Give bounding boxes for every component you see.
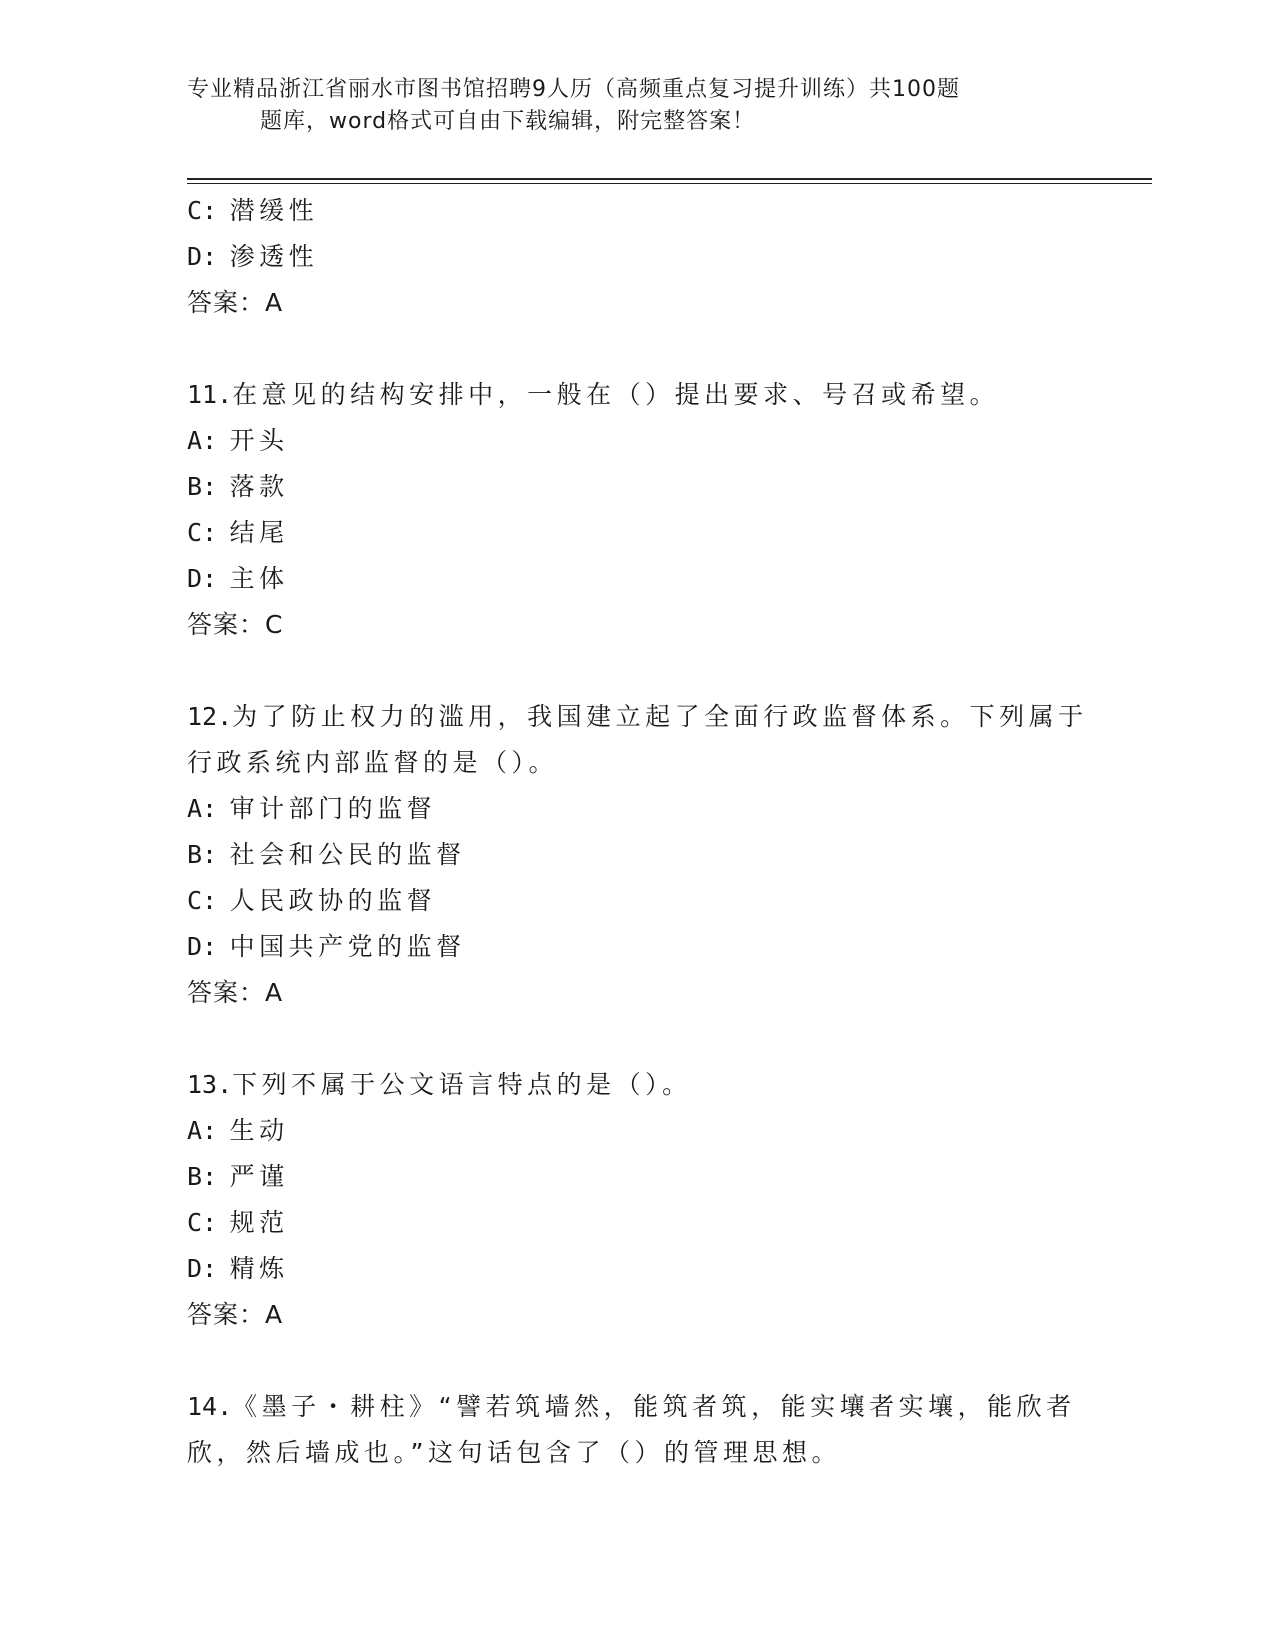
question-14-text: 14.《墨子・耕柱》“譬若筑墙然，能筑者筑，能实壤者实壤，能欣者 <box>187 1392 1076 1421</box>
question-number: 11. <box>187 380 233 409</box>
page-header <box>187 74 1087 138</box>
question-12-text-cont: 行政系统内部监督的是（）。 <box>187 748 559 777</box>
option-text: 精炼 <box>229 1254 289 1283</box>
header-title-line1: 专业精品浙江省丽水市图书馆招聘9人历（高频重点复习提升训练）共100题 <box>187 77 960 102</box>
option-letter: C: <box>187 1208 218 1237</box>
document-body <box>187 188 1087 1476</box>
option-a <box>187 1108 1087 1154</box>
question-12-text: 12.为了防止权力的滥用，我国建立起了全面行政监督体系。下列属于 <box>187 702 1088 731</box>
answer-line: 答案：A <box>187 288 284 317</box>
option-letter: D: <box>187 242 218 271</box>
option-letter: A: <box>187 794 218 823</box>
header-divider-thick <box>187 178 1152 180</box>
option-letter: B: <box>187 472 218 501</box>
option-c <box>187 878 1087 924</box>
option-b <box>187 832 1087 878</box>
option-letter: B: <box>187 1162 218 1191</box>
question-14-text-cont: 欣，然后墙成也。”这句话包含了（）的管理思想。 <box>187 1438 841 1467</box>
option-text: 规范 <box>229 1208 289 1237</box>
option-letter: C: <box>187 886 218 915</box>
option-text: 渗透性 <box>229 242 319 271</box>
option-c <box>187 1200 1087 1246</box>
option-text: 潜缓性 <box>229 196 319 225</box>
option-letter: A: <box>187 426 218 455</box>
option-letter: D: <box>187 564 218 593</box>
header-divider-thin <box>187 183 1152 184</box>
question-number: 12. <box>187 702 233 731</box>
question-13-text: 13.下列不属于公文语言特点的是（）。 <box>187 1070 692 1099</box>
option-a <box>187 418 1087 464</box>
option-d <box>187 556 1087 602</box>
option-c <box>187 188 1087 234</box>
question-number: 13. <box>187 1070 233 1099</box>
option-letter: C: <box>187 518 218 547</box>
question-number: 14. <box>187 1392 233 1421</box>
option-a <box>187 786 1087 832</box>
answer-line: 答案：A <box>187 978 284 1007</box>
option-text: 生动 <box>229 1116 289 1145</box>
option-d <box>187 924 1087 970</box>
answer-line: 答案：C <box>187 610 284 639</box>
option-letter: A: <box>187 1116 218 1145</box>
answer-line: 答案：A <box>187 1300 284 1329</box>
option-c <box>187 510 1087 556</box>
option-text: 结尾 <box>229 518 289 547</box>
option-d <box>187 1246 1087 1292</box>
option-text: 社会和公民的监督 <box>229 840 466 869</box>
option-d <box>187 234 1087 280</box>
option-text: 主体 <box>229 564 289 593</box>
option-letter: B: <box>187 840 218 869</box>
option-text: 人民政协的监督 <box>229 886 437 915</box>
header-title-line2: 题库，word格式可自由下载编辑，附完整答案！ <box>260 109 756 134</box>
question-11-text: 11.在意见的结构安排中，一般在（）提出要求、号召或希望。 <box>187 380 1000 409</box>
option-letter: D: <box>187 932 218 961</box>
option-b <box>187 1154 1087 1200</box>
option-text: 严谨 <box>229 1162 289 1191</box>
option-letter: C: <box>187 196 218 225</box>
option-b <box>187 464 1087 510</box>
option-letter: D: <box>187 1254 218 1283</box>
option-text: 中国共产党的监督 <box>229 932 466 961</box>
option-text: 开头 <box>229 426 289 455</box>
option-text: 落款 <box>229 472 289 501</box>
option-text: 审计部门的监督 <box>229 794 437 823</box>
